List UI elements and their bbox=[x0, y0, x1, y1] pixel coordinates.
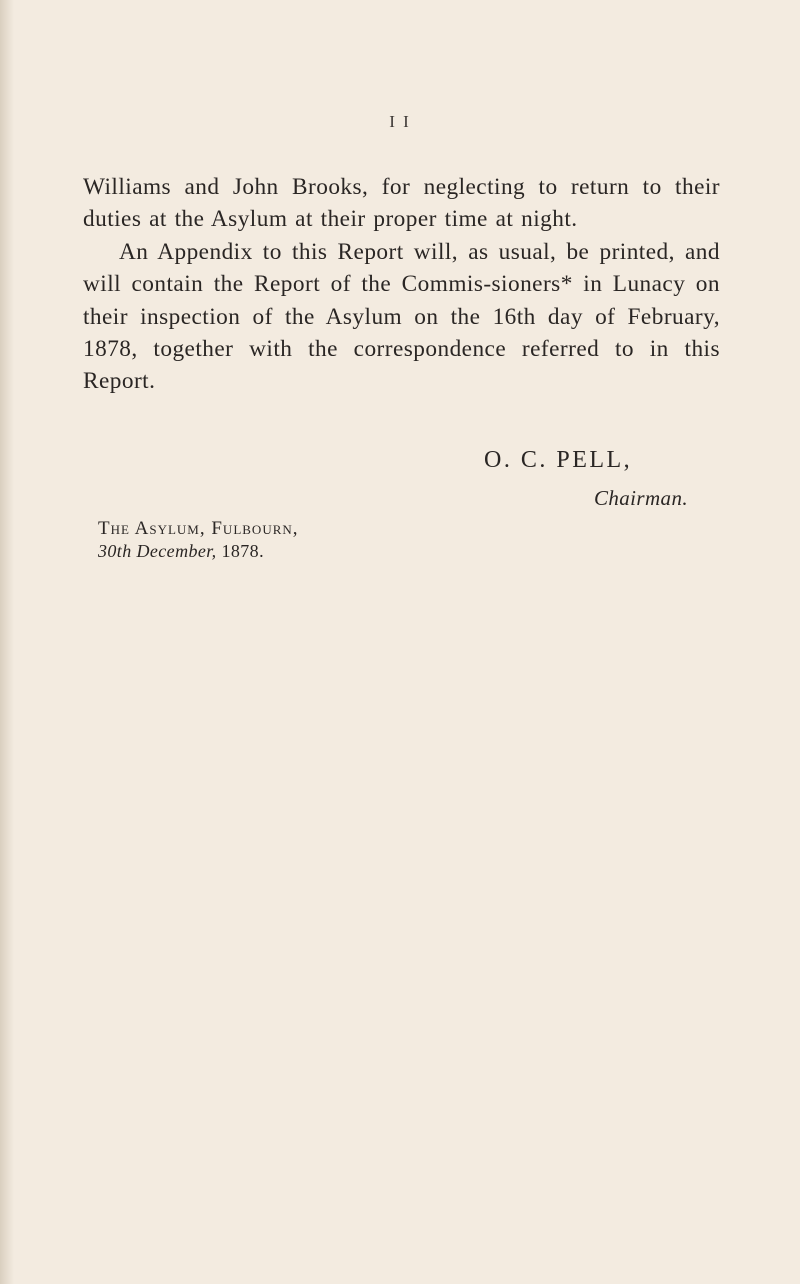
date-line bbox=[98, 541, 264, 562]
place-line: The Asylum, Fulbourn, bbox=[98, 518, 299, 539]
body-text bbox=[83, 171, 720, 398]
page-edge-shadow bbox=[0, 0, 14, 1284]
signature-title: Chairman. bbox=[593, 486, 688, 510]
signature-name: O. C. PELL, bbox=[484, 447, 633, 473]
page-number: I I bbox=[389, 112, 411, 131]
date-day: 30th December, bbox=[98, 541, 217, 561]
paragraph-appendix: An Appendix to this Report will, as usual, be printed, and will contain the Report of the Commis-sioners* in Lunacy on their inspection of the Asylum on the 16th day of February, 1878, together with the correspondence referred to in this Report. bbox=[83, 238, 720, 395]
date-year: 1878. bbox=[221, 541, 264, 561]
paragraph-continued: Williams and John Brooks, for neglecting to return to their duties at the Asylum at their proper time at night. bbox=[83, 174, 720, 233]
